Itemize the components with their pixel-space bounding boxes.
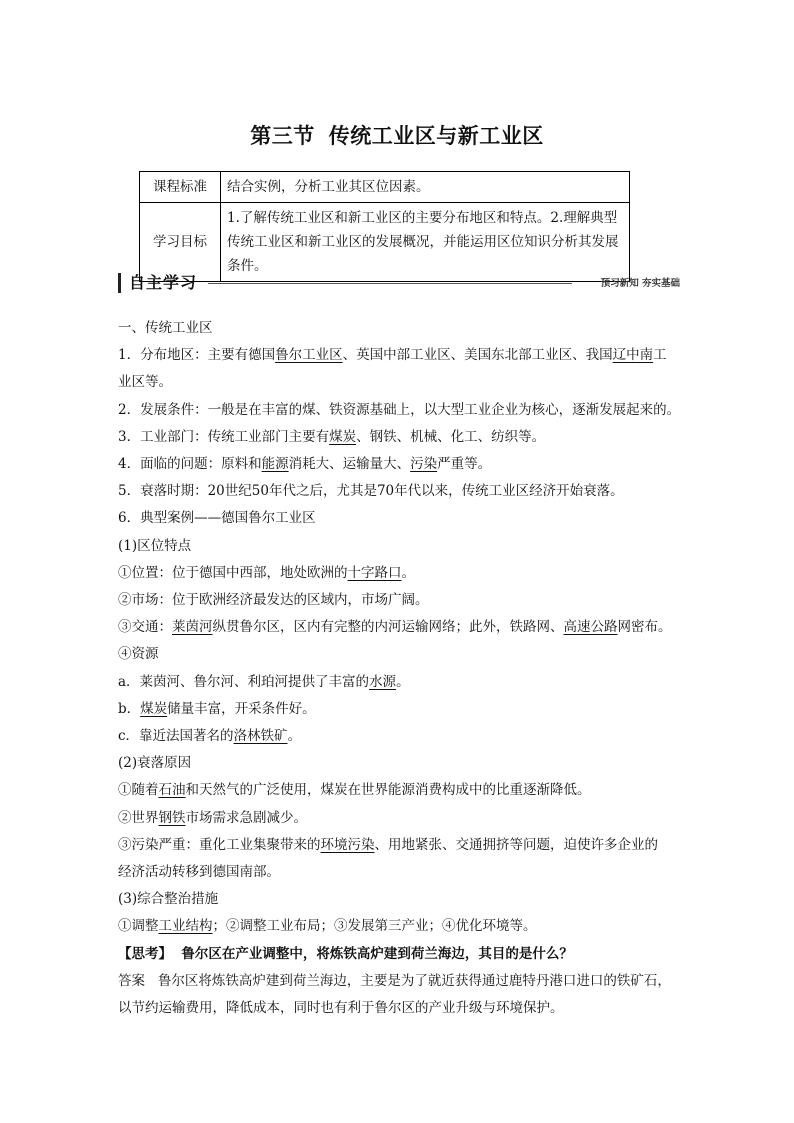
paragraph xyxy=(118,451,682,478)
underlined-answer: 洛林铁矿 xyxy=(233,728,288,745)
text: b． xyxy=(118,700,141,717)
paragraph xyxy=(118,424,682,451)
paragraph xyxy=(118,913,682,940)
underlined-answer: 工业结构 xyxy=(158,918,213,935)
underlined-answer: 水源 xyxy=(369,673,397,690)
text: 严重等。 xyxy=(437,456,492,473)
table-value: 结合实例，分析工业其区位因素。 xyxy=(221,172,630,203)
paragraph: 5．衰落时期：20世纪50年代之后，尤其是70年代以来，传统工业区经济开始衰落。 xyxy=(118,483,624,500)
text: 工 xyxy=(653,347,667,364)
text: 、钢铁、机械、化工、纺织等。 xyxy=(356,428,546,445)
text: a．莱茵河、鲁尔河、利珀河提供了丰富的 xyxy=(118,673,370,690)
paragraph: 业区等。 xyxy=(118,374,172,391)
heading: 一、传统工业区 xyxy=(118,320,213,336)
underlined-answer: 煤炭 xyxy=(329,428,357,445)
think-tag: 【思考】 xyxy=(118,945,172,962)
paragraph xyxy=(118,560,682,587)
paragraph: 6．典型案例——德国鲁尔工业区 xyxy=(118,510,316,527)
underlined-answer: 高速公路 xyxy=(563,619,618,636)
text: ①随着 xyxy=(118,782,159,799)
paragraph xyxy=(118,342,682,369)
underlined-answer: 辽中南 xyxy=(612,347,654,364)
answer-text: 鲁尔区将炼铁高炉建到荷兰海边，主要是为了就近获得通过鹿特丹港口进口的铁矿石， xyxy=(157,972,671,989)
table-key: 课程标准 xyxy=(140,172,221,203)
paragraph xyxy=(118,696,682,723)
section-tag: 预习新知 夯实基础 xyxy=(600,278,680,289)
divider xyxy=(208,283,572,284)
text: ①位置：位于德国中西部，地处欧洲的 xyxy=(118,564,348,581)
text: 、用地紧张、交通拥挤等问题，迫使许多企业的 xyxy=(374,836,658,853)
text: 。 xyxy=(401,564,415,581)
text: ②世界 xyxy=(118,809,159,826)
text: 4．面临的问题：原料和 xyxy=(118,456,262,473)
underlined-answer: 环境污染 xyxy=(320,836,375,853)
paragraph xyxy=(118,805,682,832)
subheading: (1)区位特点 xyxy=(118,537,192,554)
paragraph xyxy=(118,777,682,804)
paragraph xyxy=(118,723,682,750)
underlined-answer: 十字路口 xyxy=(347,564,402,581)
text: ③污染严重：重化工业集聚带来的 xyxy=(118,836,321,853)
text: 纵贯鲁尔区，区内有完整的内河运输网络；此外，铁路网、 xyxy=(212,619,564,636)
text: ③交通： xyxy=(118,619,172,636)
text: 消耗大、运输量大、 xyxy=(288,456,411,473)
question-text: 鲁尔区在产业调整中，将炼铁高炉建到荷兰海边，其目的是什么？ xyxy=(181,945,573,962)
answer xyxy=(118,968,682,995)
table-key: 学习目标 xyxy=(140,203,221,282)
text: 。 xyxy=(287,728,302,745)
text: 3．工业部门：传统工业部门主要有 xyxy=(118,428,330,445)
table-row xyxy=(140,203,630,282)
body-text xyxy=(118,315,682,1022)
subheading: (3)综合整治措施 xyxy=(118,891,219,908)
paragraph: 2．发展条件：一般是在丰富的煤、铁资源基础上，以大型工业企业为核心，逐渐发展起来的。 xyxy=(118,401,681,418)
underlined-answer: 煤炭 xyxy=(140,700,168,717)
underlined-answer: 鲁尔工业区 xyxy=(275,347,343,364)
table-value: 1.了解传统工业区和新工业区的主要分布地区和特点。2.理解典型传统工业区和新工业区的发展概况，并能运用区位知识分析其发展条件。 xyxy=(221,203,630,282)
paragraph xyxy=(118,614,682,641)
text: 和天然气的广泛使用，煤炭在世界能源消费构成中的比重逐渐降低。 xyxy=(185,782,591,799)
text: ；②调整工业布局；③发展第三产业；④优化环境等。 xyxy=(212,918,537,935)
paragraph: ②市场：位于欧洲经济最发达的区域内，市场广阔。 xyxy=(118,592,429,609)
answer-continued: 以节约运输费用，降低成本，同时也有利于鲁尔区的产业升级与环境保护。 xyxy=(118,1000,564,1017)
answer-tag: 答案 xyxy=(118,972,145,989)
text: 1．分布地区：主要有德国 xyxy=(118,347,276,364)
table-row xyxy=(140,172,630,203)
section-label: 自主学习 xyxy=(129,273,198,292)
text: 储量丰富，开采条件好。 xyxy=(167,700,316,717)
section-number: 第三节 xyxy=(250,123,315,148)
paragraph: ④资源 xyxy=(118,646,159,663)
section-header xyxy=(118,271,680,295)
standards-table xyxy=(139,171,630,282)
text: 、英国中部工业区、美国东北部工业区、我国 xyxy=(342,347,613,364)
text: 市场需求急剧减少。 xyxy=(185,809,307,826)
underlined-answer: 能源 xyxy=(261,456,289,473)
paragraph xyxy=(118,832,682,859)
section-title: 传统工业区与新工业区 xyxy=(328,123,544,148)
paragraph xyxy=(118,669,682,696)
text: c．靠近法国著名的 xyxy=(118,728,234,745)
think-question xyxy=(118,941,682,968)
underlined-answer: 石油 xyxy=(158,782,186,799)
text: 网密布。 xyxy=(617,619,672,636)
page-title xyxy=(0,120,794,150)
subheading: (2)衰落原因 xyxy=(118,755,192,772)
underlined-answer: 钢铁 xyxy=(158,809,186,826)
text: 。 xyxy=(396,673,410,690)
text: ①调整 xyxy=(118,918,159,935)
underlined-answer: 污染 xyxy=(410,456,438,473)
underlined-answer: 莱茵河 xyxy=(172,619,213,636)
header-bar xyxy=(118,273,121,293)
paragraph: 经济活动转移到德国南部。 xyxy=(118,864,280,881)
